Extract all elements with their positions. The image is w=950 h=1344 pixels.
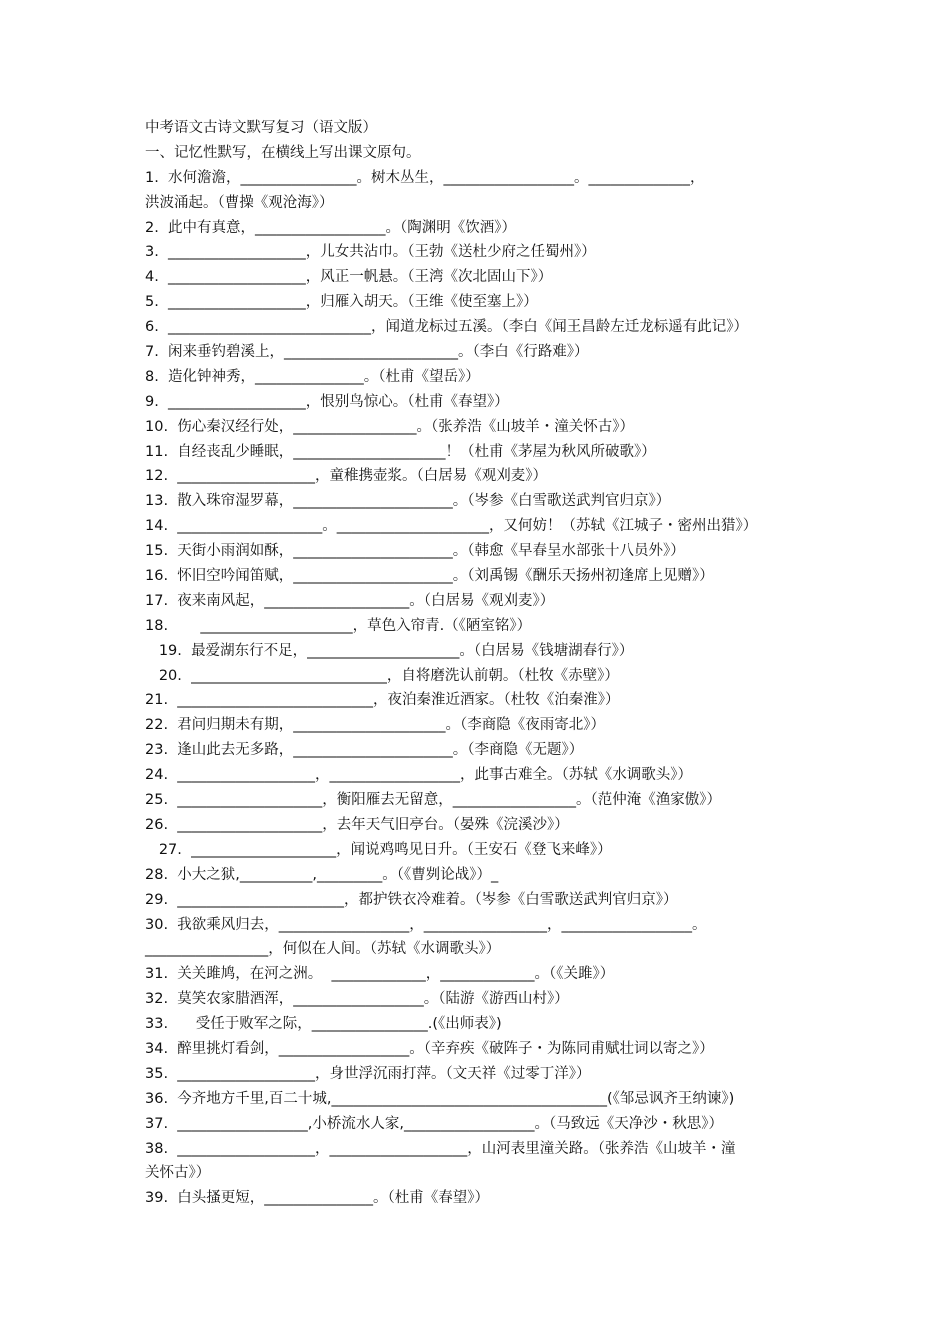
question-line: 17. 夜来南风起，____________________。（白居易《观刈麦》） [145, 592, 555, 609]
instruction-text: 一、记忆性默写，在横线上写出课文原句。 [145, 144, 421, 161]
question-line: 36. 今齐地方千里,百二十城,______________________________________(《邹忌讽齐王纳谏》) [145, 1090, 735, 1107]
question-line: 12. ___________________，童稚携壶浆。（白居易《观刈麦》） [145, 468, 548, 485]
question-line: 2. 此中有真意，__________________。（陶渊明《饮酒》） [145, 219, 517, 236]
question-line: 1. 水何澹澹，________________。树木丛生，__________________。______________， [145, 169, 705, 186]
question-line: 29. _______________________，都护铁衣冷难着。（岑参《白雪歌送武判官归京》） [145, 891, 678, 908]
question-line: 20. ___________________________，自将磨洗认前朝。（杜牧《赤壁》） [145, 667, 619, 684]
question-line: 25. ____________________，衡阳雁去无留意，_________________。（范仲淹《渔家傲》） [145, 792, 722, 809]
question-line: 8. 造化钟神秀，_______________。（杜甫《望岳》） [145, 368, 480, 385]
question-line: 22. 君问归期未有期，_____________________。（李商隐《夜雨寄北》） [145, 717, 606, 734]
question-line: 13. 散入珠帘湿罗幕，______________________。（岑参《白雪歌送武判官归京》） [145, 493, 671, 510]
question-line: 33. 受任于败军之际，________________.(《出师表》) [145, 1016, 502, 1033]
question-line: 关怀古》） [145, 1165, 211, 1182]
question-line: 15. 天街小雨润如酥，______________________。（韩愈《早春呈水部张十八员外》） [145, 543, 685, 560]
question-line: 洪波涌起。（曹操《观沧海》） [145, 194, 334, 211]
question-line: 37. __________________,小桥流水人家,__________________。（马致远《天净沙・秋思》） [145, 1115, 723, 1132]
document-body [145, 116, 825, 1211]
question-line: 30. 我欲乘风归去，__________________，_________________，__________________。 [145, 916, 707, 933]
question-line: 31. 关关雎鸠，在河之洲。 _____________，_____________。（《关雎》） [145, 966, 615, 983]
question-line: 7. 闲来垂钓碧溪上，________________________。（李白《行路难》） [145, 344, 589, 361]
question-line: 16. 怀旧空吟闻笛赋，______________________。（刘禹锡《酬乐天扬州初逢席上见赠》） [145, 568, 714, 585]
question-line: 26. ____________________，去年天气旧亭台。（晏殊《浣溪沙》） [145, 816, 569, 833]
question-line: 14. ____________________。_____________________，又何妨！（苏轼《江城子・密州出猎》） [145, 518, 758, 535]
question-line: 5. ___________________，归雁入胡天。（王维《使至塞上》） [145, 294, 538, 311]
question-line: 9. ___________________，恨别鸟惊心。（杜甫《春望》） [145, 393, 509, 410]
question-line: 4. ___________________，风正一帆悬。（王湾《次北固山下》） [145, 269, 553, 286]
question-line: 18. _____________________，草色入帘青.（《陋室铭》） [145, 617, 532, 634]
question-line: 11. 自经丧乱少睡眠，_____________________！（杜甫《茅屋为秋风所破歌》） [145, 443, 656, 460]
question-line: 6. ____________________________，闻道龙标过五溪。（李白《闻王昌龄左迁龙标遥有此记》） [145, 319, 749, 336]
question-line: 24. ___________________，__________________，此事古难全。（苏轼《水调歌头》） [145, 767, 693, 784]
question-line: 19. 最爱湖东行不足，_____________________。（白居易《钱塘湖春行》） [145, 642, 634, 659]
question-line: _________________，何似在人间。（苏轼《水调歌头》） [145, 941, 501, 958]
document-title: 中考语文古诗文默写复习（语文版） [145, 120, 377, 136]
question-line: 3. ___________________，儿女共沾巾。（王勃《送杜少府之任蜀州》） [145, 244, 596, 261]
question-line: 32. 莫笑农家腊酒浑，__________________。（陆游《游西山村》） [145, 991, 569, 1008]
question-line: 21. ___________________________，夜泊秦淮近酒家。（杜牧《泊秦淮》） [145, 692, 620, 709]
question-line: 35. ___________________，身世浮沉雨打萍。（文天祥《过零丁洋》） [145, 1065, 591, 1082]
question-line: 28. 小大之狱,__________,_________。（《曹刿论战》）_ [145, 866, 499, 883]
question-line: 27. ____________________，闻说鸡鸣见日升。（王安石《登飞来峰》） [145, 841, 612, 858]
question-line: 10. 伤心秦汉经行处，_________________。（张养浩《山坡羊・潼关怀古》） [145, 418, 635, 435]
question-line: 23. 逢山此去无多路，______________________。（李商隐《无题》） [145, 742, 584, 759]
question-line: 38. ___________________，___________________，山河表里潼关路。（张养浩《山坡羊・潼 [145, 1140, 736, 1157]
question-line: 39. 白头搔更短，_______________。（杜甫《春望》） [145, 1190, 490, 1207]
question-line: 34. 醉里挑灯看剑，__________________。（辛弃疾《破阵子・为陈同甫赋壮词以寄之》） [145, 1040, 714, 1057]
